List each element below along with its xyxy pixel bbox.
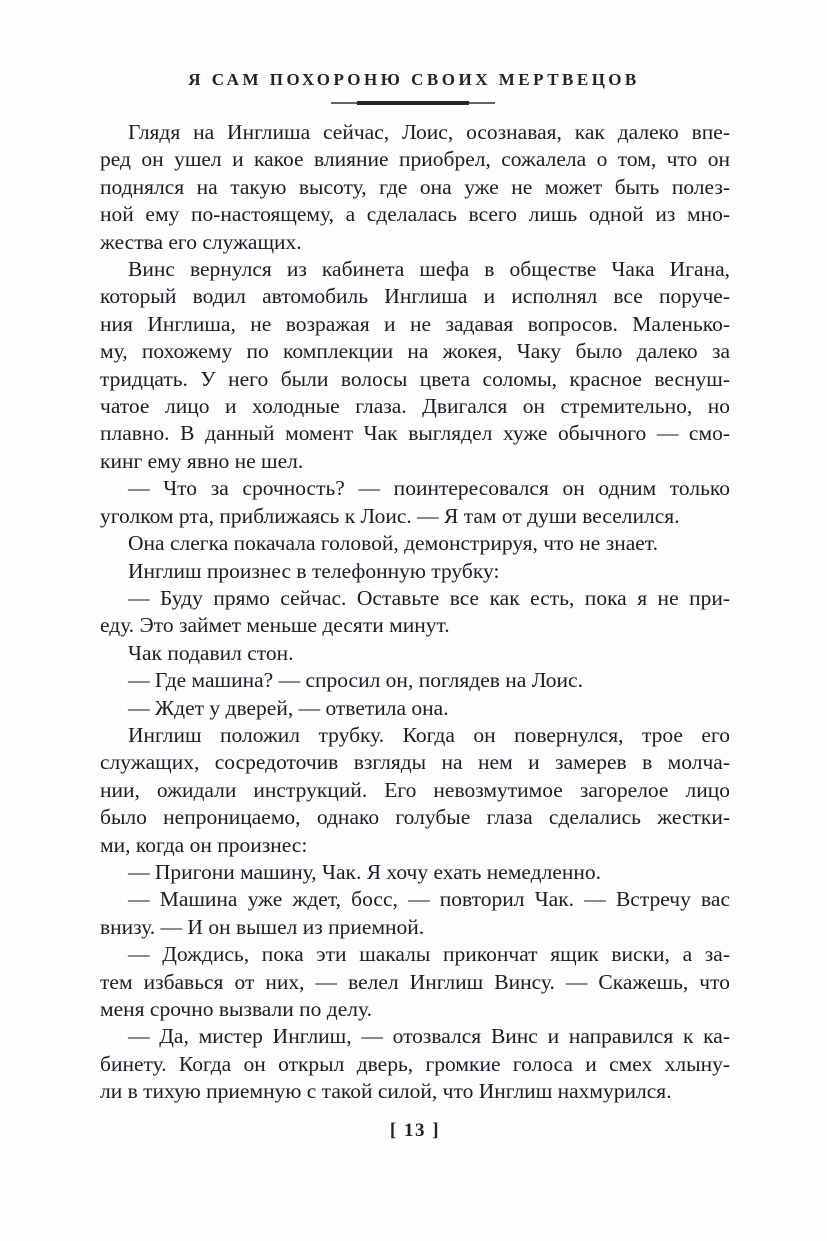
text-line: — Буду прямо сейчас. Оставьте все как есть, пока я не при- — [128, 585, 730, 610]
text-line: Она слегка покачала головой, демонстрируя, что не знает. — [128, 531, 658, 556]
paragraph — [100, 722, 730, 859]
paragraph — [100, 256, 730, 475]
text-line: поднялся на такую высоту, где она уже не может быть полез- — [100, 174, 730, 199]
divider-thick-rule — [357, 101, 469, 105]
paragraph — [100, 640, 730, 667]
text-line: нии, ожидали инструкций. Его невозмутимое загорелое лицо — [100, 777, 730, 802]
text-line: ной ему по-настоящему, а сделалась всего лишь одной из мно- — [100, 202, 730, 227]
text-line: ли в тихую приемную с такой силой, что Инглиш нахмурился. — [100, 1079, 672, 1104]
text-line: Чак подавил стон. — [128, 640, 294, 665]
text-line: — Ждет у дверей, — ответила она. — [128, 695, 449, 720]
text-line: Инглиш положил трубку. Когда он повернулся, трое его — [128, 722, 730, 747]
text-line: ред он ушел и какое влияние приобрел, сожалела о том, что он — [100, 147, 730, 172]
paragraph — [100, 475, 730, 530]
text-line: Винс вернулся из кабинета шефа в обществе Чака Игана, — [128, 257, 730, 282]
paragraph — [100, 667, 730, 694]
text-line: тридцать. У него были волосы цвета соломы, красное веснуш- — [100, 366, 730, 391]
text-line: му, похожему по комплекции на жокея, Чаку было далеко за — [100, 339, 730, 364]
paragraph — [100, 530, 730, 557]
text-line: тем избавься от них, — велел Инглиш Винсу. — Скажешь, что — [100, 969, 730, 994]
text-line: — Да, мистер Инглиш, — отозвался Винс и направился к ка- — [128, 1024, 730, 1049]
paragraph — [100, 859, 730, 886]
text-line: — Дождись, пока эти шакалы прикончат ящик виски, а за- — [128, 942, 730, 967]
paragraph — [100, 119, 730, 256]
text-line: еду. Это займет меньше десяти минут. — [100, 613, 450, 638]
text-line: ми, когда он произнес: — [100, 832, 308, 857]
title-divider-ornament — [331, 99, 495, 106]
paragraph — [100, 558, 730, 585]
page-number: [ 13 ] — [389, 1120, 441, 1141]
running-title: Я САМ ПОХОРОНЮ СВОИХ МЕРТВЕЦОВ — [188, 70, 640, 89]
paragraph — [100, 585, 730, 640]
text-line: жества его служащих. — [100, 229, 302, 254]
text-line: — Пригони машину, Чак. Я хочу ехать немедленно. — [128, 859, 602, 884]
text-line: Глядя на Инглиша сейчас, Лоис, осознавая, как далеко впе- — [128, 120, 730, 144]
text-line: который водил автомобиль Инглиша и исполнял все поруче- — [100, 284, 730, 309]
text-line: плавно. В данный момент Чак выглядел хуже обычного — смо- — [100, 421, 730, 446]
text-line: — Машина уже ждет, босс, — повторил Чак. — Встречу вас — [128, 887, 730, 912]
paragraph — [100, 886, 730, 941]
text-line: бинету. Когда он открыл дверь, громкие голоса и смех хлыну- — [100, 1051, 730, 1076]
paragraph — [100, 695, 730, 722]
text-line: служащих, сосредоточив взгляды на нем и замерев в молча- — [100, 750, 730, 775]
text-line: было непроницаемо, однако голубые глаза сделались жестки- — [100, 805, 730, 830]
paragraph — [100, 1023, 730, 1105]
paragraph — [100, 941, 730, 1023]
text-line: меня срочно вызвали по делу. — [100, 997, 372, 1021]
text-line: уголком рта, приближаясь к Лоис. — Я там от души веселился. — [100, 503, 680, 528]
text-line: Инглиш произнес в телефонную трубку: — [128, 558, 500, 583]
text-line: кинг ему явно не шел. — [100, 448, 304, 473]
text-line: — Где машина? — спросил он, поглядев на Лоис. — [128, 668, 583, 693]
text-line: внизу. — И он вышел из приемной. — [100, 914, 425, 939]
text-line: чатое лицо и холодные глаза. Двигался он стремительно, но — [100, 394, 730, 419]
text-block — [100, 119, 730, 1106]
text-line: ния Инглиша, не возражая и не задавая вопросов. Маленько- — [100, 311, 730, 336]
text-line: — Что за срочность? — поинтересовался он одним только — [128, 476, 730, 501]
